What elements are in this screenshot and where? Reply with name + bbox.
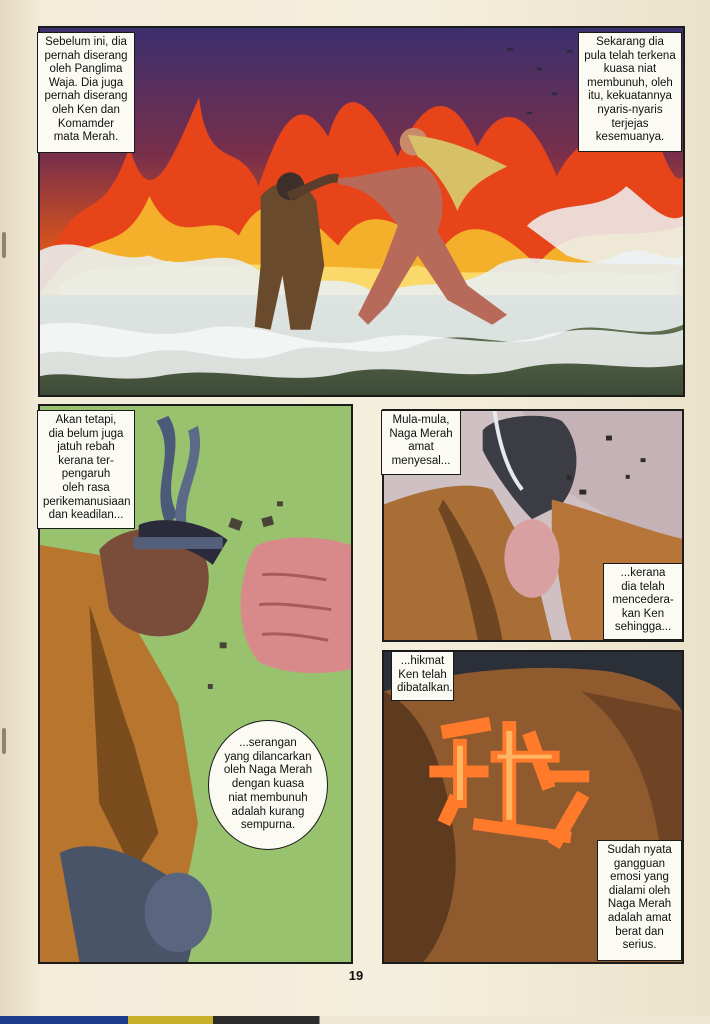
bottom-edge-strip bbox=[0, 1016, 710, 1024]
page-number: 19 bbox=[348, 968, 364, 983]
binding-mark bbox=[2, 728, 6, 754]
caption-box: Sebelum ini, dia pernah diserang oleh Panglima Waja. Dia juga pernah diserang oleh Ken dan Komamder mata Merah. bbox=[37, 32, 135, 153]
binding-mark bbox=[2, 232, 6, 258]
caption-box: ...hikmat Ken telah dibatalkan. bbox=[391, 651, 454, 701]
caption-box: Sudah nyata gangguan emosi yang dialami oleh Naga Merah adalah amat berat dan serius. bbox=[597, 840, 682, 961]
speech-bubble: ...serangan yang dilancarkan oleh Naga Merah dengan kuasa niat membunuh adalah kurang sempurna. bbox=[208, 720, 328, 850]
caption-box: ...kerana dia telah mencedera- kan Ken sehingga... bbox=[603, 563, 683, 640]
caption-box: Mula-mula, Naga Merah amat menyesal... bbox=[381, 410, 461, 475]
caption-box: Akan tetapi, dia belum juga jatuh rebah kerana ter- pengaruh oleh rasa perikemanusiaan dan keadilan... bbox=[37, 410, 135, 529]
caption-box: Sekarang dia pula telah terkena kuasa niat membunuh, oleh itu, kekuatannya nyaris-nyaris terjejas kesemuanya. bbox=[578, 32, 682, 152]
